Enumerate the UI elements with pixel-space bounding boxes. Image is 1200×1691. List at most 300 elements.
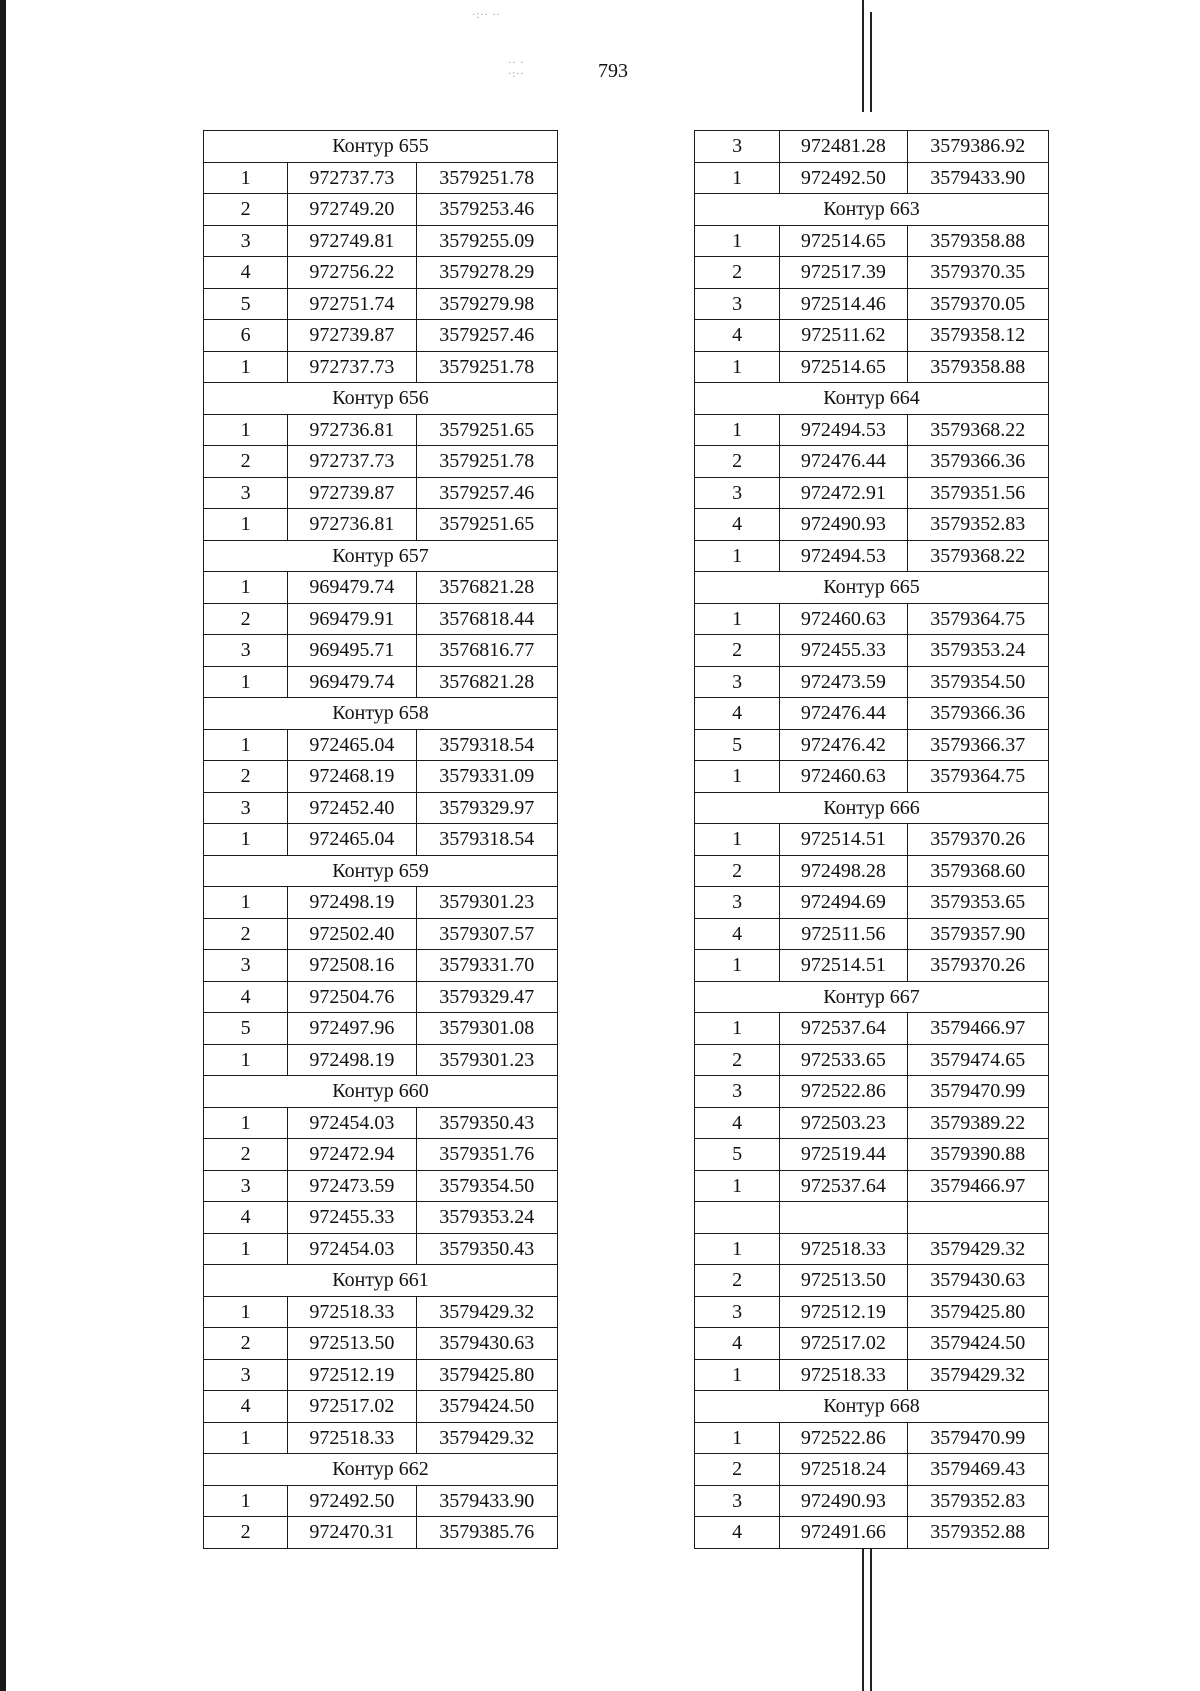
- coordinate-x: 972497.96: [288, 1013, 416, 1045]
- point-number: 3: [204, 635, 288, 667]
- point-number: 1: [695, 225, 780, 257]
- table-row: [695, 918, 1049, 950]
- point-number: 1: [204, 351, 288, 383]
- coordinate-y: 3579353.24: [907, 635, 1048, 667]
- coordinate-y: 3579318.54: [416, 729, 557, 761]
- table-row: [695, 131, 1049, 163]
- coordinate-y: 3579251.65: [416, 414, 557, 446]
- point-number: 3: [204, 477, 288, 509]
- coordinate-x: 972518.33: [780, 1359, 907, 1391]
- coordinate-x: 972751.74: [288, 288, 416, 320]
- table-row: [204, 225, 558, 257]
- coordinate-x: 972473.59: [780, 666, 907, 698]
- coordinate-y: 3579370.26: [907, 950, 1048, 982]
- coordinate-x: 972503.23: [780, 1107, 907, 1139]
- point-number: 3: [695, 288, 780, 320]
- coordinate-x: 972481.28: [780, 131, 907, 163]
- coordinate-x: 972473.59: [288, 1170, 416, 1202]
- coordinate-x: 972514.65: [780, 225, 907, 257]
- coordinate-x: 972518.33: [780, 1233, 907, 1265]
- coordinate-x: 969495.71: [288, 635, 416, 667]
- coordinate-x: 969479.74: [288, 666, 416, 698]
- coordinate-x: 972508.16: [288, 950, 416, 982]
- coordinate-x: 972514.46: [780, 288, 907, 320]
- coordinate-x: 972512.19: [288, 1359, 416, 1391]
- coordinates-table-right-body: [695, 131, 1049, 1549]
- coordinate-y: 3579470.99: [907, 1422, 1048, 1454]
- point-number: 5: [695, 729, 780, 761]
- table-row: [204, 1359, 558, 1391]
- coordinate-x: 972511.62: [780, 320, 907, 352]
- scan-artifact-top: ·:·· ··: [472, 10, 501, 21]
- coordinate-x: 972498.28: [780, 855, 907, 887]
- coordinate-y: 3579279.98: [416, 288, 557, 320]
- coordinate-x: 972518.24: [780, 1454, 907, 1486]
- coordinate-y: 3579352.83: [907, 509, 1048, 541]
- page-number: 793: [598, 60, 628, 82]
- point-number: 2: [204, 446, 288, 478]
- point-number: 1: [204, 887, 288, 919]
- coordinate-x: 972491.66: [780, 1517, 907, 1549]
- table-row: [695, 855, 1049, 887]
- coordinate-x: 972756.22: [288, 257, 416, 289]
- table-row: [695, 162, 1049, 194]
- page-left-edge: [0, 0, 6, 1691]
- point-number: 2: [695, 1265, 780, 1297]
- coordinate-x: 972494.69: [780, 887, 907, 919]
- contour-title: Контур 661: [204, 1265, 558, 1297]
- coordinate-y: 3579366.37: [907, 729, 1048, 761]
- coordinate-y: 3576821.28: [416, 572, 557, 604]
- coordinate-x: 972518.33: [288, 1422, 416, 1454]
- coordinates-table-right: [694, 130, 1049, 1549]
- coordinate-x: 972517.39: [780, 257, 907, 289]
- contour-title: Контур 657: [204, 540, 558, 572]
- point-number: 1: [204, 729, 288, 761]
- coordinate-y: 3579331.09: [416, 761, 557, 793]
- coordinate-y: 3579430.63: [416, 1328, 557, 1360]
- coordinate-y: 3579352.88: [907, 1517, 1048, 1549]
- coordinate-y: 3579386.92: [907, 131, 1048, 163]
- point-number: 3: [695, 131, 780, 163]
- coordinate-y: 3579329.97: [416, 792, 557, 824]
- table-row: [695, 1517, 1049, 1549]
- table-row: [204, 1233, 558, 1265]
- table-row: [695, 1044, 1049, 1076]
- coordinate-y: 3579466.97: [907, 1013, 1048, 1045]
- point-number: 1: [204, 1107, 288, 1139]
- coordinate-y: 3579474.65: [907, 1044, 1048, 1076]
- coordinate-y: 3579301.08: [416, 1013, 557, 1045]
- coordinate-y: [907, 1202, 1048, 1234]
- table-row: [695, 477, 1049, 509]
- coordinate-y: 3579429.32: [416, 1296, 557, 1328]
- point-number: 4: [695, 1517, 780, 1549]
- table-row: [204, 1517, 558, 1549]
- point-number: 2: [204, 1517, 288, 1549]
- point-number: 6: [204, 320, 288, 352]
- table-row: [695, 1422, 1049, 1454]
- contour-title: Контур 667: [695, 981, 1049, 1013]
- point-number: 4: [204, 257, 288, 289]
- coordinate-y: 3579350.43: [416, 1233, 557, 1265]
- table-row: [204, 887, 558, 919]
- coordinate-y: 3579425.80: [416, 1359, 557, 1391]
- point-number: 2: [695, 1454, 780, 1486]
- table-row: [695, 1202, 1049, 1234]
- coordinate-y: 3579301.23: [416, 887, 557, 919]
- coordinate-x: 972465.04: [288, 729, 416, 761]
- binding-line-bottom-b: [870, 1548, 872, 1691]
- coordinate-y: 3579329.47: [416, 981, 557, 1013]
- contour-header-row: [695, 792, 1049, 824]
- contour-title: Контур 659: [204, 855, 558, 887]
- coordinate-y: 3579331.70: [416, 950, 557, 982]
- point-number: 1: [695, 761, 780, 793]
- coordinate-y: 3579385.76: [416, 1517, 557, 1549]
- point-number: 3: [695, 1485, 780, 1517]
- contour-header-row: [204, 540, 558, 572]
- coordinate-x: 972476.44: [780, 698, 907, 730]
- point-number: 1: [204, 572, 288, 604]
- coordinate-y: 3579370.26: [907, 824, 1048, 856]
- table-row: [695, 1296, 1049, 1328]
- point-number: 3: [695, 666, 780, 698]
- point-number: 1: [204, 824, 288, 856]
- coordinate-x: 972494.53: [780, 540, 907, 572]
- point-number: 4: [204, 981, 288, 1013]
- table-row: [204, 729, 558, 761]
- coordinate-y: 3579368.60: [907, 855, 1048, 887]
- coordinate-y: 3579470.99: [907, 1076, 1048, 1108]
- coordinate-y: 3579429.32: [907, 1359, 1048, 1391]
- coordinate-y: 3579366.36: [907, 446, 1048, 478]
- table-row: [204, 603, 558, 635]
- coordinate-x: 972514.51: [780, 824, 907, 856]
- table-row: [204, 288, 558, 320]
- coordinate-y: 3579353.65: [907, 887, 1048, 919]
- coordinate-x: [780, 1202, 907, 1234]
- point-number: 1: [695, 1233, 780, 1265]
- contour-title: Контур 664: [695, 383, 1049, 415]
- table-row: [204, 414, 558, 446]
- coordinate-y: 3576818.44: [416, 603, 557, 635]
- table-row: [204, 792, 558, 824]
- coordinate-y: 3579318.54: [416, 824, 557, 856]
- binding-line-top-a: [862, 0, 864, 112]
- coordinate-y: 3579364.75: [907, 761, 1048, 793]
- contour-title: Контур 668: [695, 1391, 1049, 1423]
- coordinate-x: 972522.86: [780, 1076, 907, 1108]
- point-number: 2: [204, 1328, 288, 1360]
- contour-header-row: [204, 1076, 558, 1108]
- point-number: 5: [204, 288, 288, 320]
- point-number: 5: [204, 1013, 288, 1045]
- table-row: [204, 162, 558, 194]
- point-number: 4: [695, 1328, 780, 1360]
- coordinate-x: 972533.65: [780, 1044, 907, 1076]
- coordinate-x: 972736.81: [288, 509, 416, 541]
- point-number: 1: [695, 603, 780, 635]
- table-row: [204, 257, 558, 289]
- point-number: 1: [204, 1422, 288, 1454]
- coordinate-y: 3579301.23: [416, 1044, 557, 1076]
- point-number: 2: [204, 918, 288, 950]
- point-number: 1: [695, 950, 780, 982]
- coordinate-x: 972737.73: [288, 446, 416, 478]
- coordinate-x: 972472.94: [288, 1139, 416, 1171]
- coordinate-x: 972522.86: [780, 1422, 907, 1454]
- coordinate-y: 3579354.50: [907, 666, 1048, 698]
- coordinate-x: 972455.33: [288, 1202, 416, 1234]
- coordinate-y: 3579358.12: [907, 320, 1048, 352]
- table-row: [204, 761, 558, 793]
- table-row: [204, 1170, 558, 1202]
- point-number: 1: [204, 1233, 288, 1265]
- coordinate-x: 969479.74: [288, 572, 416, 604]
- contour-title: Контур 663: [695, 194, 1049, 226]
- table-row: [204, 1328, 558, 1360]
- coordinate-y: 3579251.78: [416, 351, 557, 383]
- coordinate-x: 972519.44: [780, 1139, 907, 1171]
- contour-header-row: [204, 131, 558, 163]
- point-number: 4: [695, 509, 780, 541]
- coordinate-y: 3579424.50: [907, 1328, 1048, 1360]
- coordinate-x: 972470.31: [288, 1517, 416, 1549]
- table-row: [695, 414, 1049, 446]
- table-row: [204, 981, 558, 1013]
- coordinate-y: 3579368.22: [907, 414, 1048, 446]
- coordinate-x: 972749.81: [288, 225, 416, 257]
- point-number: 3: [204, 1170, 288, 1202]
- coordinate-x: 972498.19: [288, 1044, 416, 1076]
- table-row: [695, 603, 1049, 635]
- contour-title: Контур 658: [204, 698, 558, 730]
- coordinate-x: 972514.65: [780, 351, 907, 383]
- contour-header-row: [204, 1265, 558, 1297]
- table-row: [204, 1044, 558, 1076]
- point-number: 4: [695, 320, 780, 352]
- contour-title: Контур 655: [204, 131, 558, 163]
- coordinate-x: 972502.40: [288, 918, 416, 950]
- table-row: [204, 194, 558, 226]
- coordinate-y: 3579251.78: [416, 162, 557, 194]
- coordinate-y: 3579390.88: [907, 1139, 1048, 1171]
- contour-header-row: [204, 698, 558, 730]
- table-row: [695, 288, 1049, 320]
- contour-title: Контур 666: [695, 792, 1049, 824]
- coordinate-y: 3579429.32: [907, 1233, 1048, 1265]
- coordinate-y: 3579255.09: [416, 225, 557, 257]
- contour-header-row: [204, 383, 558, 415]
- contour-header-row: [695, 194, 1049, 226]
- binding-line-top-b: [870, 12, 872, 112]
- point-number: 4: [695, 1107, 780, 1139]
- point-number: 2: [204, 1139, 288, 1171]
- coordinate-x: 972537.64: [780, 1013, 907, 1045]
- coordinate-y: 3579370.05: [907, 288, 1048, 320]
- table-row: [204, 666, 558, 698]
- coordinates-table-left-body: [204, 131, 558, 1549]
- table-row: [204, 509, 558, 541]
- scan-artifact-left: ·· · ·:··: [508, 58, 525, 80]
- point-number: 3: [695, 1076, 780, 1108]
- coordinate-x: 972739.87: [288, 477, 416, 509]
- coordinate-y: 3579366.36: [907, 698, 1048, 730]
- coordinate-x: 972513.50: [780, 1265, 907, 1297]
- coordinate-y: 3579357.90: [907, 918, 1048, 950]
- point-number: 1: [204, 1485, 288, 1517]
- table-row: [695, 1013, 1049, 1045]
- point-number: 1: [695, 1170, 780, 1202]
- point-number: 4: [204, 1391, 288, 1423]
- coordinate-x: 972736.81: [288, 414, 416, 446]
- coordinate-y: 3579364.75: [907, 603, 1048, 635]
- point-number: 3: [204, 225, 288, 257]
- coordinate-x: 972476.44: [780, 446, 907, 478]
- point-number: 1: [204, 414, 288, 446]
- table-row: [695, 446, 1049, 478]
- coordinate-y: 3576816.77: [416, 635, 557, 667]
- point-number: 2: [695, 1044, 780, 1076]
- point-number: 1: [204, 1296, 288, 1328]
- coordinate-x: 969479.91: [288, 603, 416, 635]
- coordinate-x: 972460.63: [780, 761, 907, 793]
- coordinate-y: 3579368.22: [907, 540, 1048, 572]
- coordinate-x: 972517.02: [780, 1328, 907, 1360]
- coordinate-y: 3579354.50: [416, 1170, 557, 1202]
- contour-header-row: [695, 981, 1049, 1013]
- coordinate-x: 972498.19: [288, 887, 416, 919]
- table-row: [204, 351, 558, 383]
- contour-header-row: [695, 383, 1049, 415]
- coordinate-x: 972490.93: [780, 1485, 907, 1517]
- table-row: [204, 1391, 558, 1423]
- table-row: [204, 1296, 558, 1328]
- contour-header-row: [695, 572, 1049, 604]
- coordinate-x: 972513.50: [288, 1328, 416, 1360]
- point-number: 1: [695, 824, 780, 856]
- point-number: 4: [695, 698, 780, 730]
- table-row: [204, 572, 558, 604]
- table-row: [695, 225, 1049, 257]
- point-number: 2: [695, 855, 780, 887]
- coordinate-x: 972514.51: [780, 950, 907, 982]
- coordinate-x: 972518.33: [288, 1296, 416, 1328]
- table-row: [695, 1170, 1049, 1202]
- table-row: [204, 446, 558, 478]
- point-number: 1: [204, 162, 288, 194]
- coordinate-y: 3579253.46: [416, 194, 557, 226]
- coordinate-y: 3579429.32: [416, 1422, 557, 1454]
- contour-header-row: [204, 855, 558, 887]
- table-row: [695, 509, 1049, 541]
- table-row: [695, 950, 1049, 982]
- point-number: 1: [204, 666, 288, 698]
- table-row: [695, 666, 1049, 698]
- point-number: 1: [695, 1359, 780, 1391]
- table-row: [695, 761, 1049, 793]
- coordinate-y: 3579251.78: [416, 446, 557, 478]
- table-row: [695, 887, 1049, 919]
- coordinate-y: 3579352.83: [907, 1485, 1048, 1517]
- point-number: 3: [204, 792, 288, 824]
- table-row: [695, 257, 1049, 289]
- point-number: 1: [695, 351, 780, 383]
- coordinate-x: 972749.20: [288, 194, 416, 226]
- coordinate-y: 3579278.29: [416, 257, 557, 289]
- table-row: [204, 1139, 558, 1171]
- table-row: [695, 729, 1049, 761]
- coordinate-x: 972512.19: [780, 1296, 907, 1328]
- coordinate-y: 3579430.63: [907, 1265, 1048, 1297]
- table-row: [204, 824, 558, 856]
- table-row: [204, 918, 558, 950]
- table-row: [695, 540, 1049, 572]
- coordinate-x: 972737.73: [288, 351, 416, 383]
- table-row: [695, 1233, 1049, 1265]
- point-number: 3: [695, 1296, 780, 1328]
- table-row: [695, 1454, 1049, 1486]
- point-number: [695, 1202, 780, 1234]
- coordinate-y: 3579251.65: [416, 509, 557, 541]
- point-number: 1: [204, 1044, 288, 1076]
- table-row: [204, 950, 558, 982]
- coordinate-y: 3579424.50: [416, 1391, 557, 1423]
- coordinate-y: 3579370.35: [907, 257, 1048, 289]
- coordinate-y: 3579425.80: [907, 1296, 1048, 1328]
- coordinate-x: 972492.50: [288, 1485, 416, 1517]
- coordinate-x: 972455.33: [780, 635, 907, 667]
- table-row: [204, 1485, 558, 1517]
- table-row: [204, 1013, 558, 1045]
- table-row: [204, 1107, 558, 1139]
- coordinate-x: 972737.73: [288, 162, 416, 194]
- coordinate-y: 3579433.90: [907, 162, 1048, 194]
- coordinate-x: 972476.42: [780, 729, 907, 761]
- coordinate-x: 972452.40: [288, 792, 416, 824]
- table-row: [204, 477, 558, 509]
- coordinate-y: 3579257.46: [416, 320, 557, 352]
- coordinate-y: 3579358.88: [907, 351, 1048, 383]
- point-number: 2: [695, 446, 780, 478]
- coordinate-x: 972494.53: [780, 414, 907, 446]
- point-number: 1: [695, 540, 780, 572]
- coordinate-y: 3579466.97: [907, 1170, 1048, 1202]
- table-row: [695, 320, 1049, 352]
- table-row: [695, 1328, 1049, 1360]
- point-number: 4: [695, 918, 780, 950]
- coordinate-x: 972468.19: [288, 761, 416, 793]
- contour-title: Контур 656: [204, 383, 558, 415]
- coordinate-y: 3576821.28: [416, 666, 557, 698]
- coordinates-table-left: [203, 130, 558, 1549]
- point-number: 2: [204, 194, 288, 226]
- contour-header-row: [204, 1454, 558, 1486]
- table-row: [204, 635, 558, 667]
- contour-title: Контур 665: [695, 572, 1049, 604]
- coordinate-y: 3579469.43: [907, 1454, 1048, 1486]
- table-row: [695, 351, 1049, 383]
- table-row: [695, 1076, 1049, 1108]
- point-number: 1: [695, 162, 780, 194]
- coordinate-x: 972739.87: [288, 320, 416, 352]
- coordinate-x: 972454.03: [288, 1233, 416, 1265]
- coordinate-x: 972454.03: [288, 1107, 416, 1139]
- point-number: 2: [695, 635, 780, 667]
- coordinate-x: 972517.02: [288, 1391, 416, 1423]
- coordinate-y: 3579351.76: [416, 1139, 557, 1171]
